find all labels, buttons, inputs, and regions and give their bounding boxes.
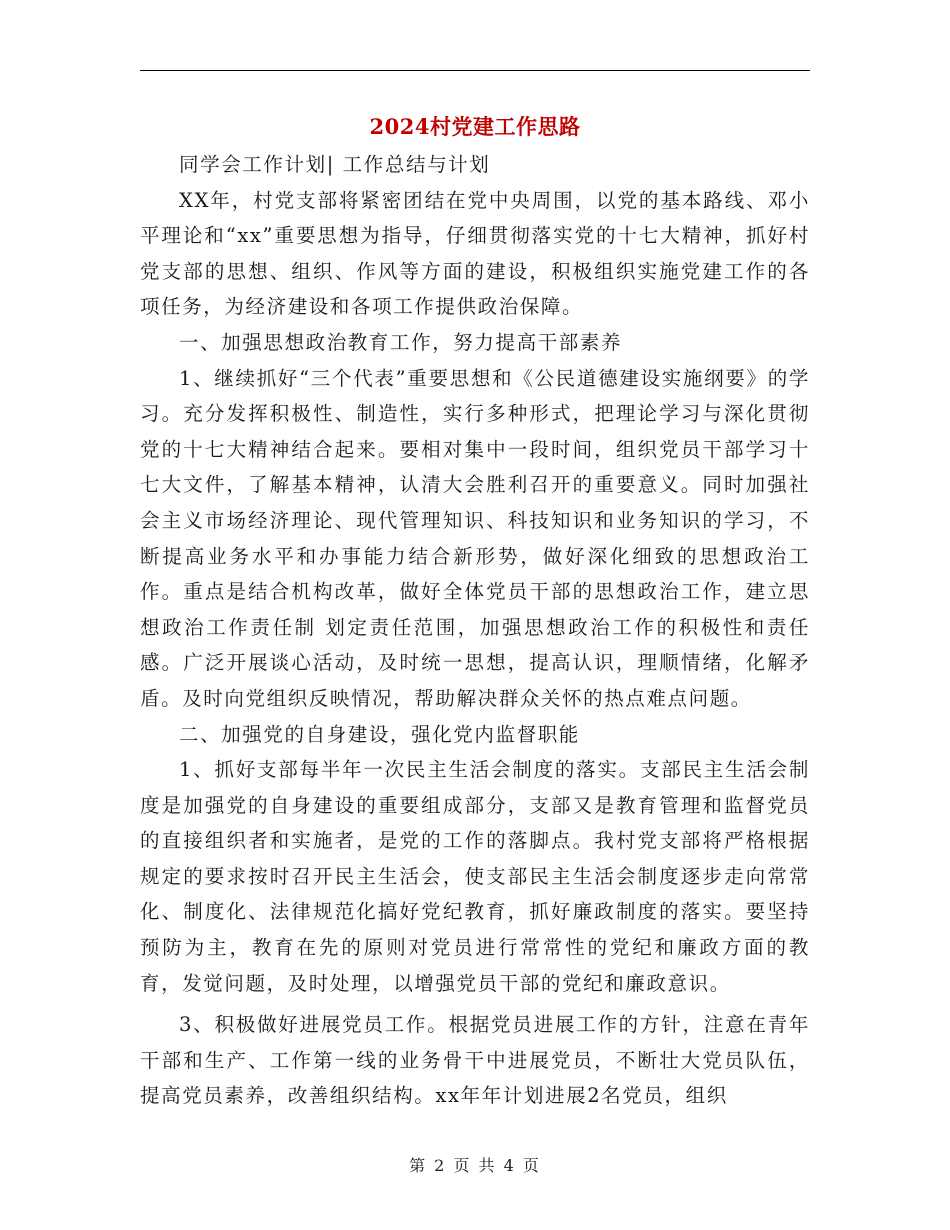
section-heading-2: 二、加强党的自身建设，强化党内监督职能 bbox=[179, 722, 580, 746]
document-title: 2024村党建工作思路 bbox=[369, 114, 581, 139]
document-body bbox=[140, 147, 810, 1114]
paragraph-intro: XX年，村党支部将紧密团结在党中央周围，以党的基本路线、邓小平理论和“xx”重要思想为指导，仔细贯彻落实党的十七大精神，抓好村党支部的思想、组织、作风等方面的建设，积极组织实施党建工作的各项任务，为经济建设和各项工作提供政治保障。 bbox=[140, 188, 810, 319]
paragraph-section-1-item-1: 1、继续抓好“三个代表”重要思想和《公民道德建设实施纲要》的学习。充分发挥积极性、制造性，实行多种形式，把理论学习与深化贯彻党的十七大精神结合起来。要相对集中一段时间，组织党员干部学习十七大文件，了解基本精神，认清大会胜利召开的重要意义。同时加强社会主义市场经济理论、现代管理知识、科技知识和业务知识的学习，不断提高业务水平和办事能力结合新形势，做好深化细致的思想政治工作。重点是结合机构改革，做好全体党员干部的思想政治工作，建立思想政治工作责任制 划定责任范围，加强思想政治工作的积极性和责任感。广泛开展谈心活动，及时统一思想，提高认识，理顺情绪，化解矛盾。及时向党组织反映情况，帮助解决群众关怀的热点难点问题。 bbox=[140, 366, 810, 710]
paragraph-section-2-item-1: 1、抓好支部每半年一次民主生活会制度的落实。支部民主生活会制度是加强党的自身建设的重要组成部分，支部又是教育管理和监督党员的直接组织者和实施者，是党的工作的落脚点。我村党支部将严格根据规定的要求按时召开民主生活会，使支部民主生活会制度逐步走向常常化、制度化、法律规范化搞好党纪教育，抓好廉政制度的落实。要坚持预防为主，教育在先的原则对党员进行常常性的党纪和廉政方面的教育，发觉问题，及时处理，以增强党员干部的党纪和廉政意识。 bbox=[140, 758, 810, 995]
paragraph-subtitle: 同学会工作计划| 工作总结与计划 bbox=[179, 153, 491, 176]
page-number: 第 2 页 共 4 页 bbox=[409, 1156, 541, 1175]
paragraph-section-2-item-3: 3、积极做好进展党员工作。根据党员进展工作的方针，注意在青年干部和生产、工作第一线的业务骨干中进展党员，不断壮大党员队伍，提高党员素养，改善组织结构。xx年年计划进展2名党员，组织 bbox=[140, 1013, 810, 1108]
header-rule bbox=[140, 70, 810, 71]
section-heading-1: 一、加强思想政治教育工作，努力提高干部素养 bbox=[179, 330, 623, 354]
